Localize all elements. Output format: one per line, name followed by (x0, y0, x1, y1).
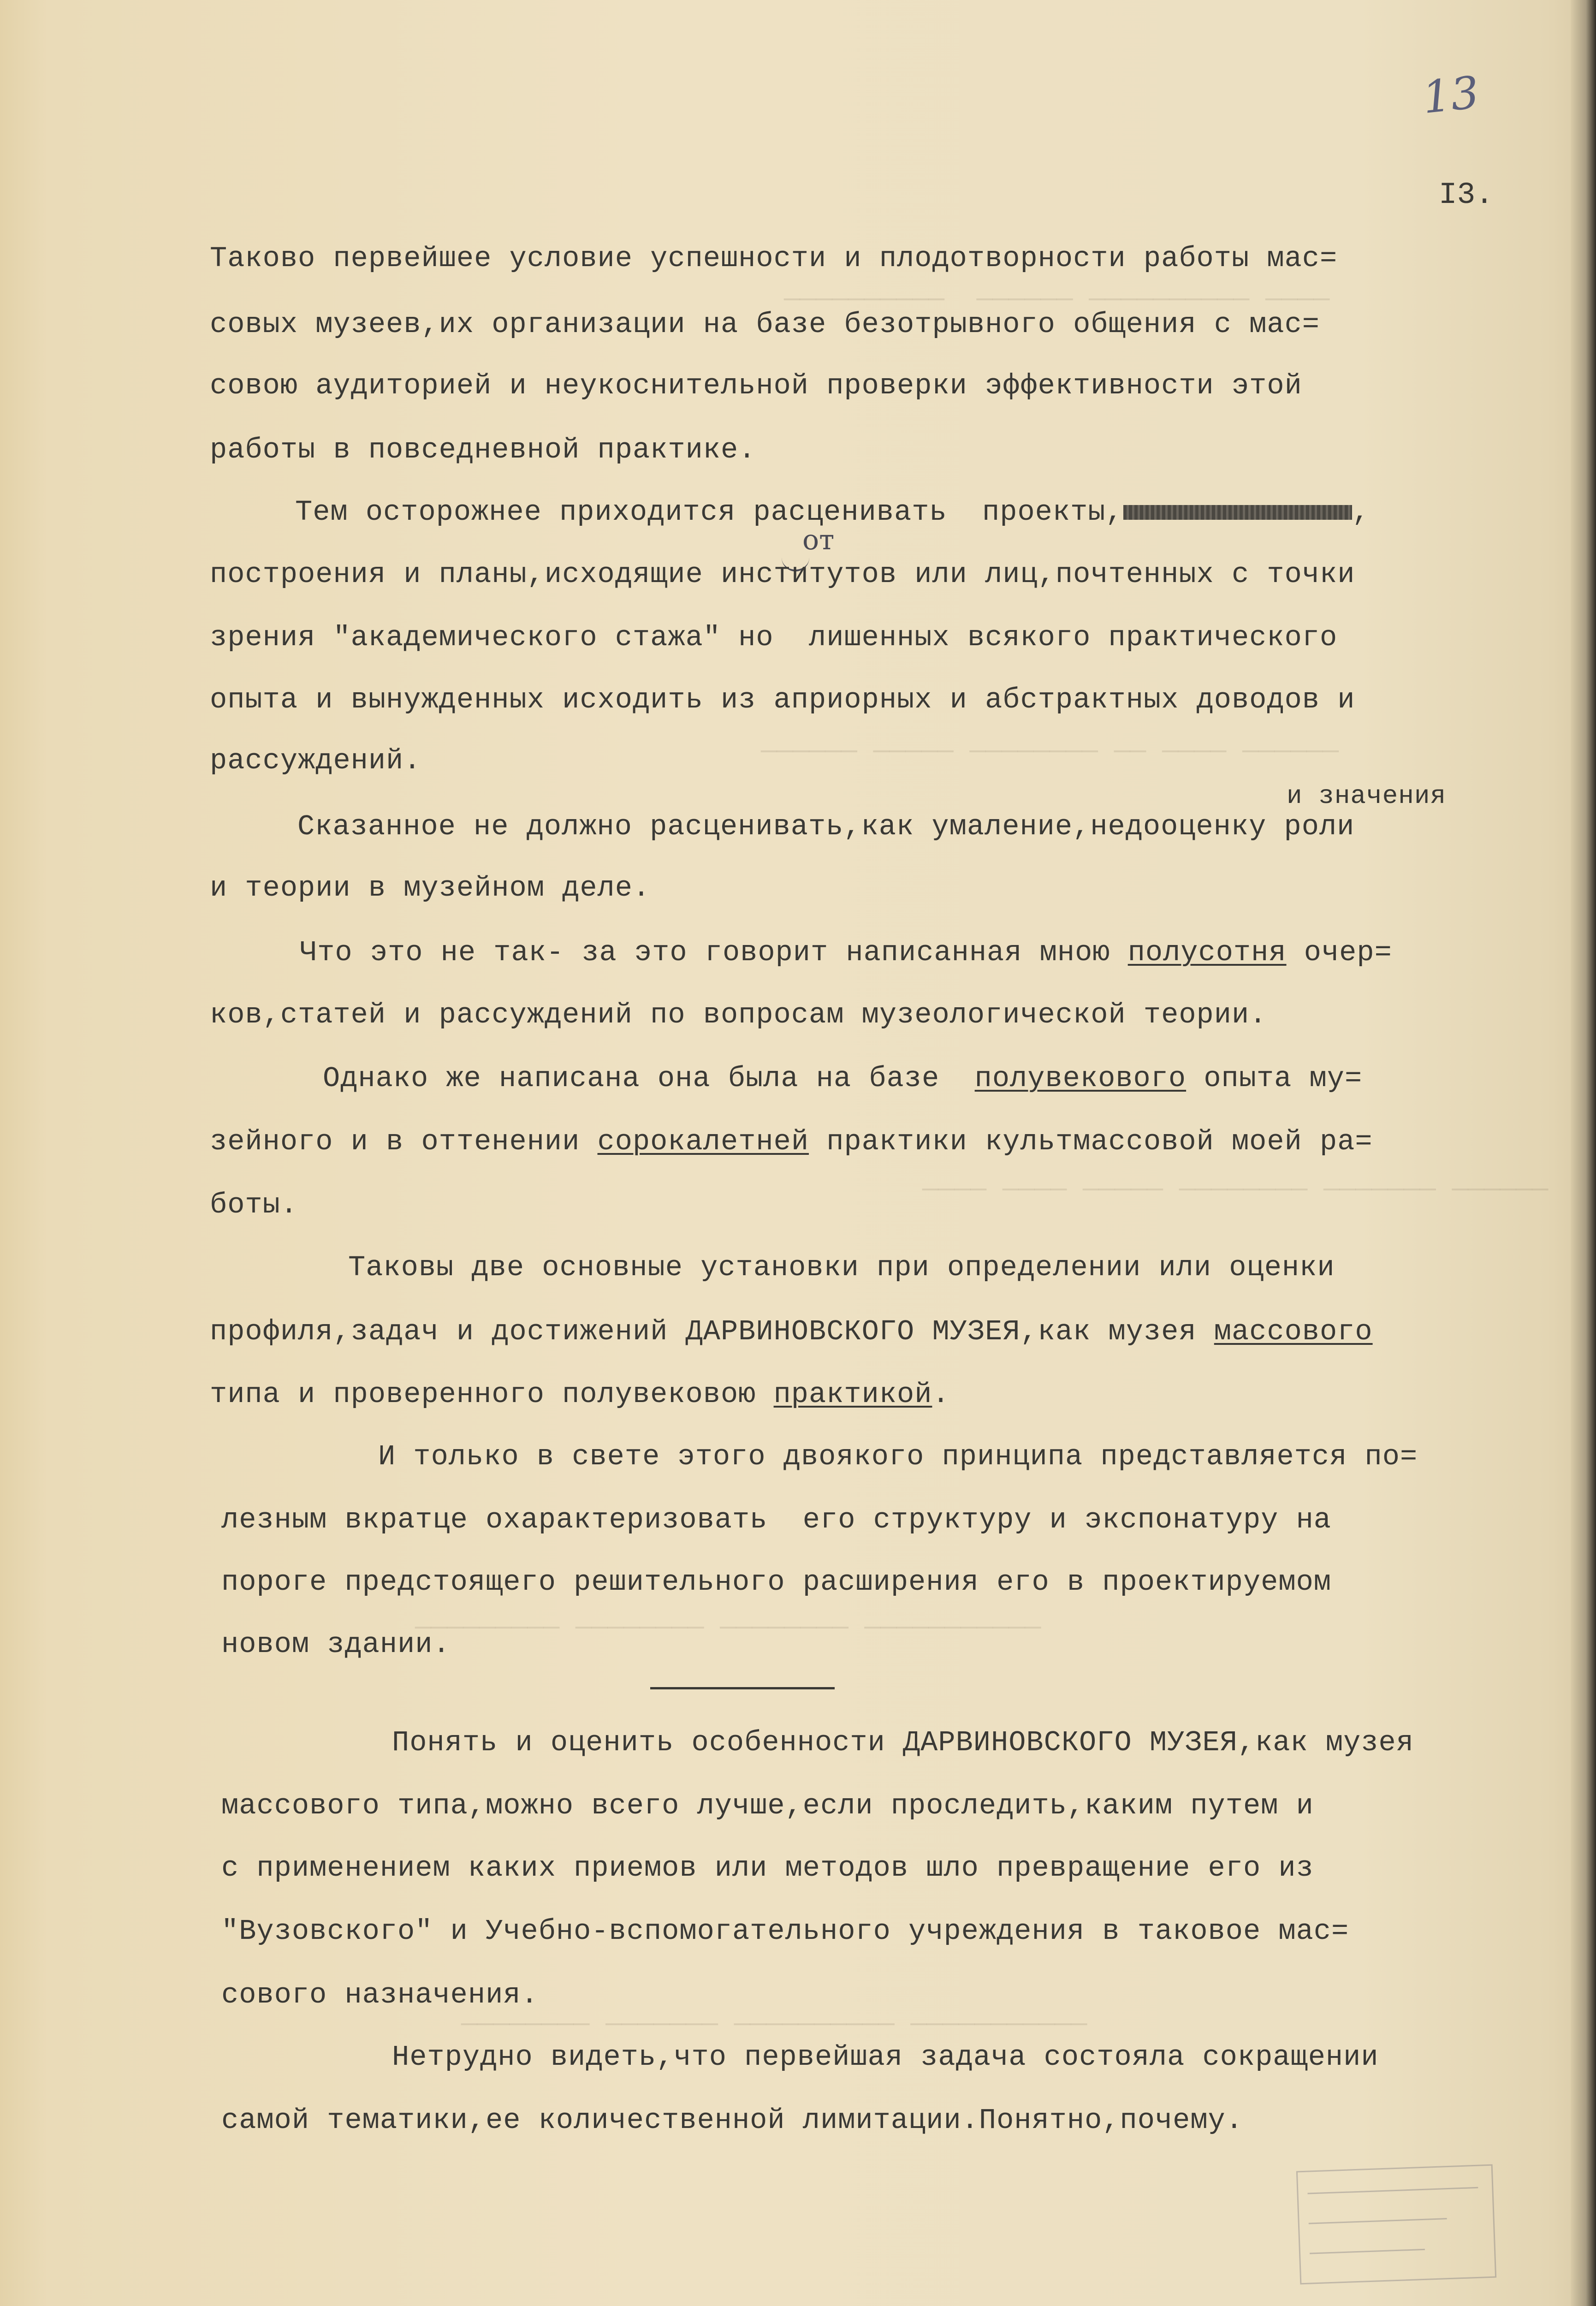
text-line: рассуждений. (210, 744, 421, 777)
text-line: ков,статей и рассуждений по вопросам музеологической теории. (210, 998, 1267, 1031)
page-edge (1571, 0, 1596, 2306)
text-line: и теории в музейном деле. (210, 872, 651, 904)
text-line: Что это не так- за это говорит написанная мною полусотня очер= (300, 936, 1392, 969)
underlined-word: полусотня (1127, 936, 1287, 969)
text-line: Таково первейшее условие успешности и плодотворности работы мас= (210, 242, 1338, 275)
text-line: Нетрудно видеть,что первейшая задача состояла сокращении (392, 2041, 1379, 2074)
struck-out-word (1123, 505, 1353, 520)
bleed-through-text: ───────── ──────── ──────── ─────────── (415, 1614, 1041, 1644)
text-line: с применением каких приемов или методов шло превращение его из (221, 1852, 1314, 1884)
text-line: боты. (210, 1189, 298, 1221)
text-line: совою аудиторией и неукоснительной проверки эффективности этой (210, 369, 1302, 402)
text-line: Таковы две основные установки при определении или оценки (348, 1251, 1335, 1284)
text-line: профиля,задач и достижений ДАРВИНОВСКОГО МУЗЕЯ,как музея массового (210, 1315, 1373, 1348)
text-line: зрения "академического стажа" но лишенных всякого практического (210, 621, 1338, 654)
underlined-word: сорокалетней (597, 1125, 809, 1158)
text-line: Тем осторожнее приходится расценивать проекты, , (295, 496, 1370, 529)
text-line: новом здании. (221, 1628, 451, 1661)
underlined-word: практикой (773, 1378, 932, 1411)
bleed-through-text: ────── ───── ──────── ── ──── ────── (761, 738, 1339, 768)
bleed-through-text: ────────── ────── ────────── ──── (784, 286, 1330, 316)
text-line: пороге предстоящего решительного расширения его в проектируемом (221, 1566, 1331, 1599)
text-line: самой тематики,ее количественной лимитации.Понятно,почему. (221, 2104, 1243, 2137)
bleed-through-text: ──────── ─────── ────────── ─────────── (461, 2011, 1087, 2041)
page-number: I3. (1439, 178, 1494, 212)
text-line: лезным вкратце охарактеризовать его структуру и экспонатуру на (221, 1504, 1331, 1536)
text-line: Понять и оценить особенности ДАРВИНОВСКОГО МУЗЕЯ,как музея (392, 1726, 1414, 1759)
text-line: "Вузовского" и Учебно-вспомогательного учреждения в таковое мас= (221, 1915, 1349, 1948)
handwritten-folio-number: 13 (1420, 66, 1482, 124)
archive-stamp (1296, 2164, 1496, 2285)
text-line: построения и планы,исходящие институтов или лиц,почтенных с точки (210, 558, 1355, 591)
underlined-word: массового (1214, 1315, 1373, 1348)
section-divider (650, 1687, 835, 1689)
bleed-through-text: ──── ──── ───── ──────── ─────── ────── (922, 1176, 1549, 1206)
text-line: сового назначения. (221, 1979, 539, 2011)
text-line: опыта и вынужденных исходить из априорных и абстрактных доводов и (210, 683, 1355, 716)
text-line: совых музеев,их организации на базе безотрывного общения с мас= (210, 308, 1320, 341)
text-line: И только в свете этого двоякого принципа представляется по= (378, 1440, 1418, 1473)
handwritten-insertion: от (802, 524, 835, 556)
text-line: Однако же написана она была на базе полувекового опыта му= (323, 1062, 1363, 1095)
text-line: типа и проверенного полувековою практикой. (210, 1378, 950, 1411)
text-line: работы в повседневной практике. (210, 434, 756, 466)
underlined-word: полувекового (974, 1062, 1187, 1095)
typed-insertion: и значения (1287, 781, 1447, 811)
text-line: Сказанное не должно расценивать,как умаление,недооценку роли (297, 810, 1355, 843)
text-line: массового типа,можно всего лучше,если проследить,каким путем и (221, 1789, 1314, 1822)
text-line: зейного и в оттенении сорокалетней практики культмассовой моей ра= (210, 1125, 1373, 1158)
